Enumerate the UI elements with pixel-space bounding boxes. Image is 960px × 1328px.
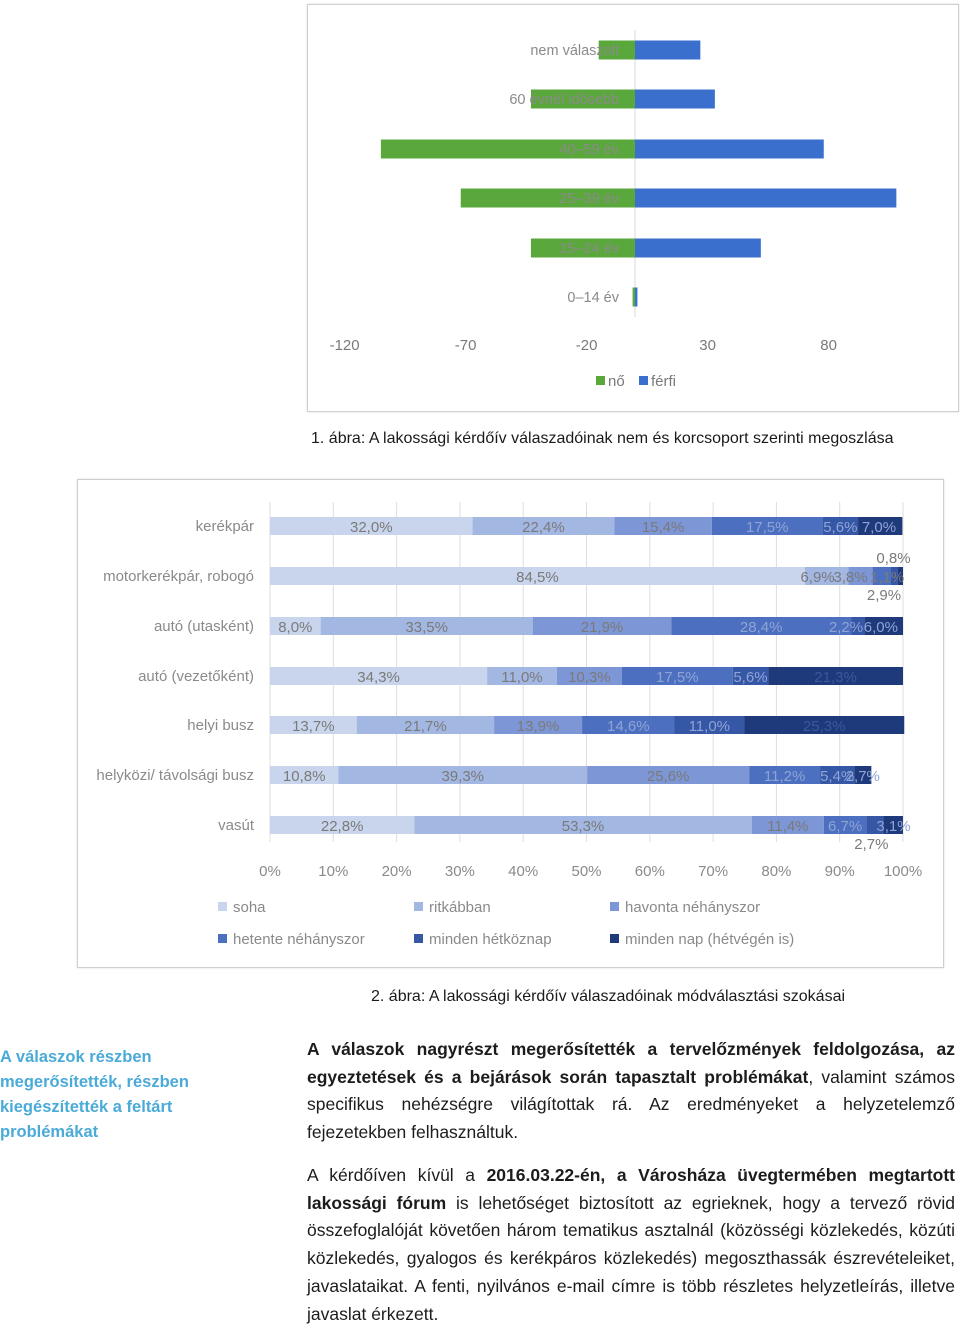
category-label-3: autó (vezetőként) xyxy=(138,668,254,685)
data-label-6-0: 22,8% xyxy=(320,818,364,835)
mode-choice-chart xyxy=(77,479,944,968)
data-label-6-4: 2,7% xyxy=(854,836,889,853)
legend-label-0: nő xyxy=(608,373,625,390)
legend-label-3: hetente néhányszor xyxy=(233,931,365,948)
data-label-0-3: 17,5% xyxy=(745,519,789,536)
data-label-1-2: 3,8% xyxy=(833,569,868,586)
x-tick-label-7: 70% xyxy=(698,863,729,880)
data-label-6-3: 6,7% xyxy=(827,818,863,835)
data-label-1-4: 1,1% xyxy=(870,569,905,586)
x-tick-label-0: 0% xyxy=(259,863,281,880)
category-label-4: 15–24 év xyxy=(559,241,619,257)
data-label-3-0: 34,3% xyxy=(357,669,400,686)
category-label-5: 0–14 év xyxy=(567,290,619,306)
legend-swatch-1 xyxy=(639,376,648,385)
legend-swatch-2 xyxy=(610,902,619,911)
category-label-5: helyközi/ távolsági busz xyxy=(96,767,254,784)
figure1-caption: 1. ábra: A lakossági kérdőív válaszadóinak nem és korcsoport szerinti megoszlása xyxy=(311,430,894,447)
legend-swatch-3 xyxy=(218,934,227,943)
data-label-4-1: 21,7% xyxy=(404,718,447,735)
legend-label-1: ritkábban xyxy=(429,899,491,916)
x-tick-label-3: 30 xyxy=(699,337,716,354)
data-label-4-4: 11,0% xyxy=(688,718,731,735)
x-tick-label-4: 80 xyxy=(820,337,837,354)
data-label-1-0: 84,5% xyxy=(516,569,559,586)
data-label-4-0: 13,7% xyxy=(292,718,335,735)
x-tick-label-3: 30% xyxy=(444,863,475,880)
paragraph-1-bold: A válaszok nagyrészt megerősítették a tervelőzmények feldolgozása, az egyeztetések és a bejárások során tapasztalt problémákat xyxy=(307,1039,955,1087)
data-label-6-5: 3,1% xyxy=(876,818,911,835)
mode-choice-chart-svg xyxy=(78,480,943,967)
x-tick-label-2: 20% xyxy=(381,863,412,880)
legend-swatch-4 xyxy=(414,934,423,943)
data-label-0-4: 5,6% xyxy=(823,519,858,536)
legend-label-4: minden hétköznap xyxy=(429,931,552,948)
category-label-1: 60 évnél idősebb xyxy=(509,92,619,108)
paragraph-2 xyxy=(307,1162,955,1328)
bar-female-5 xyxy=(633,288,635,307)
data-label-0-5: 7,0% xyxy=(861,519,897,536)
age-gender-chart xyxy=(307,4,959,412)
data-label-2-5: 6,0% xyxy=(863,619,898,636)
data-label-2-3: 28,4% xyxy=(739,619,783,636)
data-label-3-3: 17,5% xyxy=(656,669,699,686)
x-tick-label-10: 100% xyxy=(883,863,923,880)
x-tick-label-2: -20 xyxy=(575,337,598,354)
bar-male-5 xyxy=(635,288,637,307)
data-label-0-2: 15,4% xyxy=(641,519,685,536)
category-label-2: 40–59 év xyxy=(559,142,619,158)
data-label-1-3: 2,9% xyxy=(866,587,902,604)
data-label-4-3: 14,6% xyxy=(607,718,650,735)
bar-male-2 xyxy=(635,140,824,159)
data-label-0-1: 22,4% xyxy=(522,519,565,536)
category-label-3: 25–39 év xyxy=(559,191,619,207)
paragraph-2-bold: 2016.03.22-én, a Városháza üvegtermében megtartott lakossági fórum xyxy=(307,1165,955,1213)
data-label-3-1: 11,0% xyxy=(501,669,543,686)
paragraph-1-rest: , valamint számos specifikus nehézségre világítottak rá. Az eredményeket a helyzetelemző fejezetekben felhasználtuk. xyxy=(307,1066,955,1143)
x-tick-label-1: 10% xyxy=(318,863,349,880)
data-label-5-3: 11,2% xyxy=(763,768,806,785)
paragraph-2-text-1: A kérdőíven kívül a xyxy=(307,1165,487,1185)
x-tick-label-9: 90% xyxy=(824,863,855,880)
x-tick-label-6: 60% xyxy=(634,863,665,880)
data-label-5-1: 39,3% xyxy=(441,768,485,785)
data-label-3-4: 5,6% xyxy=(733,669,768,686)
legend-swatch-0 xyxy=(596,376,605,385)
legend-label-2: havonta néhányszor xyxy=(625,899,761,916)
age-gender-chart-svg xyxy=(308,5,958,411)
figure2-caption: 2. ábra: A lakossági kérdőív válaszadóinak módválasztási szokásai xyxy=(371,988,846,1005)
category-label-0: nem válaszolt xyxy=(530,43,619,59)
category-label-6: vasút xyxy=(218,817,254,834)
x-tick-label-8: 80% xyxy=(761,863,792,880)
data-label-5-2: 25,6% xyxy=(646,768,690,785)
data-label-2-1: 33,5% xyxy=(405,619,448,636)
x-tick-label-4: 40% xyxy=(508,863,539,880)
category-label-2: autó (utasként) xyxy=(153,618,254,635)
x-tick-label-0: -120 xyxy=(329,337,360,354)
data-label-5-0: 10,8% xyxy=(282,768,326,785)
data-label-2-2: 21,9% xyxy=(580,619,624,636)
legend-swatch-1 xyxy=(414,902,423,911)
legend-swatch-0 xyxy=(218,902,227,911)
x-tick-label-5: 50% xyxy=(571,863,602,880)
data-label-1-1: 6,9% xyxy=(800,569,835,586)
data-label-5-4: 5,4% xyxy=(820,768,855,785)
legend-label-5: minden nap (hétvégén is) xyxy=(625,931,795,948)
data-label-2-0: 8,0% xyxy=(278,619,313,636)
data-label-3-2: 10,3% xyxy=(568,669,611,686)
data-label-0-0: 32,0% xyxy=(350,519,393,536)
category-label-4: helyi busz xyxy=(187,717,254,734)
data-label-3-5: 21,3% xyxy=(814,669,857,686)
category-label-1: motorkerékpár, robogó xyxy=(103,568,254,585)
paragraph-1 xyxy=(307,1036,955,1147)
legend-swatch-5 xyxy=(610,934,619,943)
category-label-0: kerékpár xyxy=(195,518,254,535)
data-label-5-5: 2,7% xyxy=(845,768,880,785)
data-label-4-2: 13,9% xyxy=(516,718,560,735)
sidebar-note: A válaszok részben megerősítették, részben kiegészítették a feltárt problémákat xyxy=(0,1048,189,1141)
data-label-4-5: 25,3% xyxy=(802,718,846,735)
paragraph-2-text-2: is lehetőséget biztosított az egrieknek, hogy a tervező rövid összefoglalóját követően három tematikus asztalnál (közösségi közlekedés, közúti közlekedés, gyalogos és kerékpáros közlekedés) megoszthassák észrevételeiket, javaslataikat. A fenti, nyilvános e-mail címre is több részletes helyzetleírás, illetve javaslat érkezett. xyxy=(307,1192,955,1324)
legend-label-1: férfi xyxy=(651,373,677,390)
bar-male-4 xyxy=(635,239,761,258)
data-label-2-4: 2,2% xyxy=(828,619,864,636)
bar-male-0 xyxy=(635,41,700,60)
data-label-1-5: 0,8% xyxy=(876,550,911,567)
bar-male-1 xyxy=(635,90,715,109)
data-label-6-2: 11,4% xyxy=(767,818,809,835)
x-tick-label-1: -70 xyxy=(454,337,477,354)
legend-label-0: soha xyxy=(233,899,266,916)
bar-male-3 xyxy=(635,189,896,208)
data-label-6-1: 53,3% xyxy=(561,818,605,835)
